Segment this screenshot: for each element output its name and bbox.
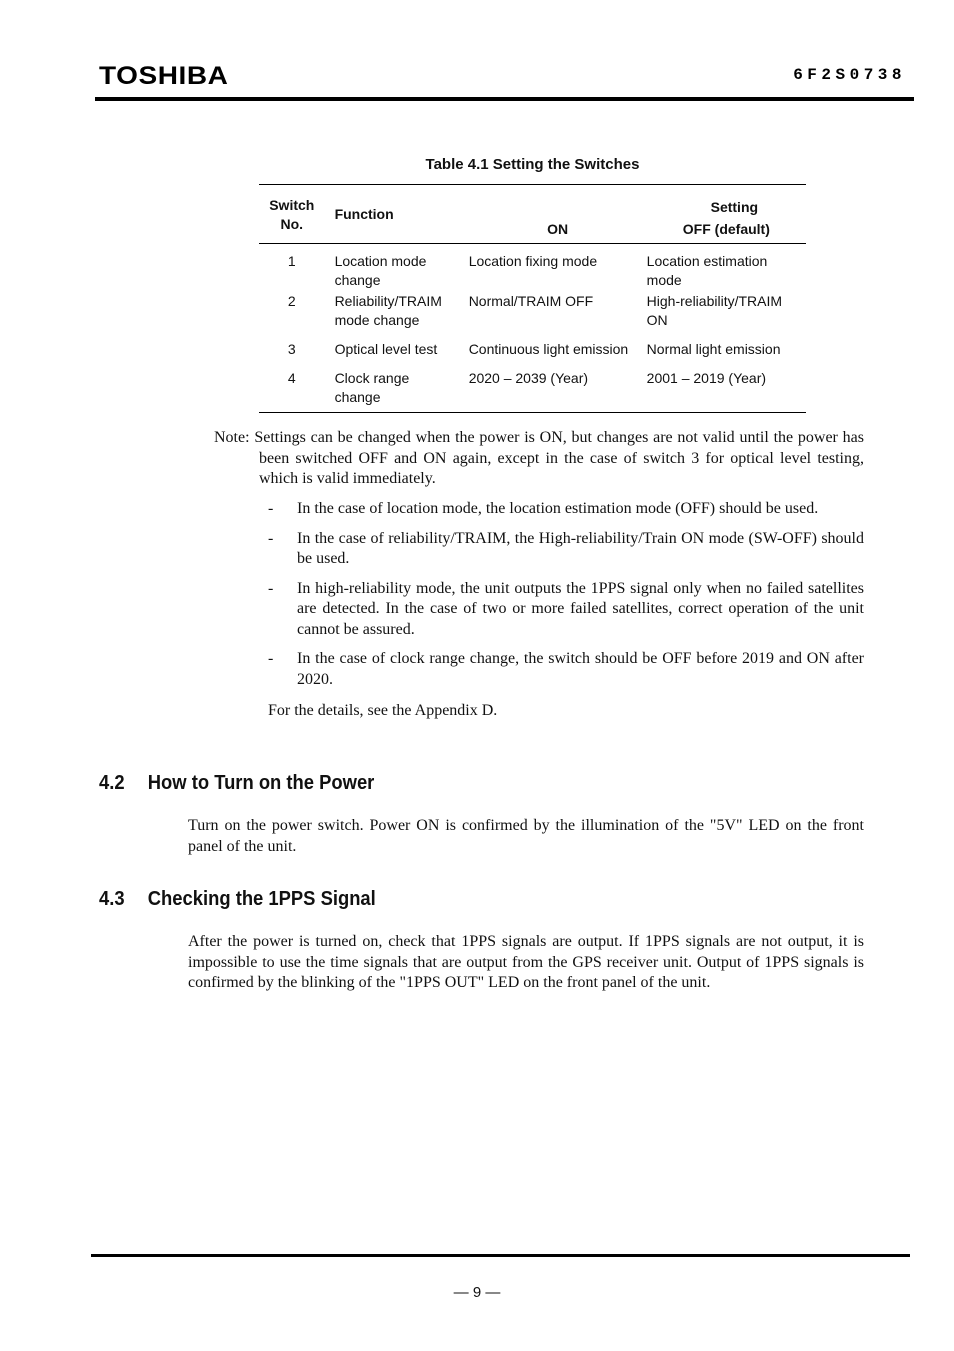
section-4-2-body: Turn on the power switch. Power ON is confirmed by the illumination of the "5V" LED on the front panel of the unit. [188, 817, 864, 855]
table-note [214, 428, 864, 490]
details-reference: For the details, see the Appendix D. [268, 702, 498, 719]
section-heading-4-2 [99, 772, 374, 795]
document-number: 6F2S0738 [793, 66, 906, 84]
cell-function-line1: Reliability/TRAIM [334, 292, 442, 309]
cell-function-line1: Optical level test [334, 340, 438, 357]
cell-function [325, 244, 469, 292]
table-row [259, 340, 806, 369]
header-setting: Setting [710, 198, 759, 215]
cell-switch-no: 1 [287, 253, 296, 269]
table-row [259, 369, 806, 413]
header-switch-no-line1: Switch [269, 197, 315, 213]
section-number: 4.2 [99, 772, 125, 794]
cell-on: Normal/TRAIM OFF [468, 292, 594, 309]
cell-off: High-reliability/TRAIM ON [646, 292, 783, 328]
footer-rule [91, 1254, 910, 1257]
list-item [268, 529, 864, 570]
bullet-marker: - [268, 650, 274, 667]
cell-function [325, 292, 469, 340]
table-row [259, 244, 806, 292]
header-function: Function [334, 206, 394, 222]
section-heading-4-3 [99, 888, 376, 911]
cell-off: Location estimation mode [646, 253, 768, 288]
header-on: ON [547, 220, 569, 237]
table-title: Table 4.1 Setting the Switches [425, 156, 640, 173]
cell-function [325, 369, 469, 413]
cell-switch-no: 2 [287, 292, 296, 309]
section-title: How to Turn on the Power [147, 772, 375, 794]
toshiba-logo: TOSHIBA [99, 62, 229, 90]
switch-settings-table [259, 184, 806, 413]
note-bullet-list [268, 499, 864, 690]
header-switch-no [259, 185, 325, 244]
cell-function-line1: Location mode [334, 253, 427, 269]
page-number: — 9 — [453, 1284, 501, 1301]
header-rule [95, 97, 914, 101]
bullet-marker: - [268, 500, 274, 517]
cell-function-line1: Clock range [334, 369, 410, 386]
cell-function-line2: change [334, 272, 381, 288]
cell-on: 2020 – 2039 (Year) [468, 369, 589, 386]
cell-function-line2: mode change [334, 311, 420, 328]
cell-off: 2001 – 2019 (Year) [646, 369, 767, 386]
cell-off: Normal light emission [646, 340, 781, 357]
list-item [268, 499, 864, 520]
bullet-text: In the case of location mode, the location estimation mode (OFF) should be used. [297, 500, 819, 517]
bullet-text: In the case of reliability/TRAIM, the High-reliability/Train ON mode (SW-OFF) should be used. [297, 529, 864, 567]
bullet-text: In high-reliability mode, the unit outputs the 1PPS signal only when no failed satellites are detected. In the case of two or more failed satellites, correct operation of the unit cannot be assured. [297, 579, 864, 638]
list-item [268, 579, 864, 641]
bullet-marker: - [268, 579, 274, 597]
header-off: OFF (default) [682, 220, 770, 237]
cell-switch-no: 3 [287, 340, 296, 357]
cell-on: Continuous light emission [468, 340, 629, 357]
cell-function-line2: change [334, 388, 381, 405]
bullet-marker: - [268, 529, 274, 547]
section-title: Checking the 1PPS Signal [147, 888, 376, 910]
cell-on: Location fixing mode [468, 253, 598, 269]
table-row [259, 292, 806, 340]
section-number: 4.3 [99, 888, 125, 910]
bullet-text: In the case of clock range change, the switch should be OFF before 2019 and ON after 2020. [297, 650, 864, 688]
note-text: Note: Settings can be changed when the power is ON, but changes are not valid until the power has been switched OFF and ON again, except in the case of switch 3 for optical level testing, which is valid immediately. [214, 429, 864, 487]
cell-function [325, 340, 469, 369]
header-switch-no-line2: No. [280, 216, 304, 232]
cell-switch-no: 4 [287, 369, 296, 386]
section-4-3-body: After the power is turned on, check that 1PPS signals are output. If 1PPS signals are not output, it is impossible to use the time signals that are output from the GPS receiver unit. Output of 1PPS signals is confirmed by the blinking of the "1PPS OUT" LED on the front panel of the unit. [188, 933, 864, 991]
list-item [268, 649, 864, 690]
